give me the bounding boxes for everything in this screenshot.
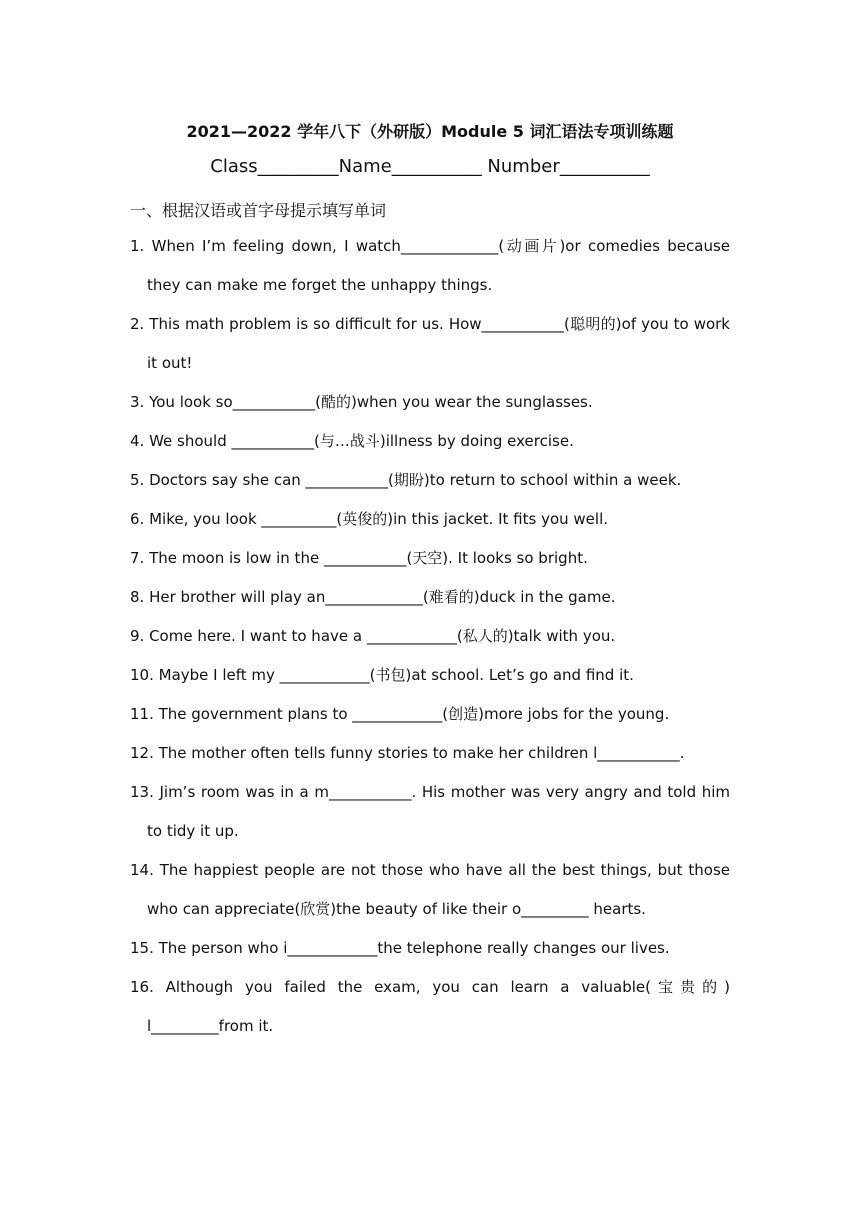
question-6: 6. Mike, you look __________(英俊的)in this jacket. It fits you well. — [130, 510, 609, 528]
question-15: 15. The person who i____________the telephone really changes our lives. — [130, 939, 670, 957]
page-title: 2021—2022 学年八下（外研版）Module 5 词汇语法专项训练题 — [186, 122, 674, 141]
question-4: 4. We should ___________(与…战斗)illness by doing exercise. — [130, 432, 574, 450]
question-8: 8. Her brother will play an_____________(难看的)duck in the game. — [130, 588, 616, 606]
question-5: 5. Doctors say she can ___________(期盼)to return to school within a week. — [130, 471, 682, 489]
question-16: 16. Although you failed the exam, you can learn a valuable(宝贵的) l_________from it. — [130, 978, 730, 1035]
question-3: 3. You look so___________(酷的)when you wear the sunglasses. — [130, 393, 593, 411]
student-info-line: Class_________Name__________ Number__________ — [210, 156, 650, 177]
question-7: 7. The moon is low in the ___________(天空). It looks so bright. — [130, 549, 588, 567]
question-10: 10. Maybe I left my ____________(书包)at school. Let’s go and find it. — [130, 666, 634, 684]
question-9: 9. Come here. I want to have a ____________(私人的)talk with you. — [130, 627, 616, 645]
question-13: 13. Jim’s room was in a m___________. His mother was very angry and told him to tidy it up. — [130, 783, 730, 840]
question-1: 1. When I’m feeling down, I watch_____________(动画片)or comedies because they can make me forget the unhappy things. — [130, 237, 730, 294]
section-heading: 一、根据汉语或首字母提示填写单词 — [130, 201, 387, 220]
question-12: 12. The mother often tells funny stories to make her children l___________. — [130, 744, 685, 762]
question-14: 14. The happiest people are not those who have all the best things, but those who can appreciate(欣赏)the beauty of like their o_________ hearts. — [130, 861, 730, 918]
question-2: 2. This math problem is so difficult for us. How___________(聪明的)of you to work it out! — [130, 315, 730, 372]
question-11: 11. The government plans to ____________(创造)more jobs for the young. — [130, 705, 670, 723]
